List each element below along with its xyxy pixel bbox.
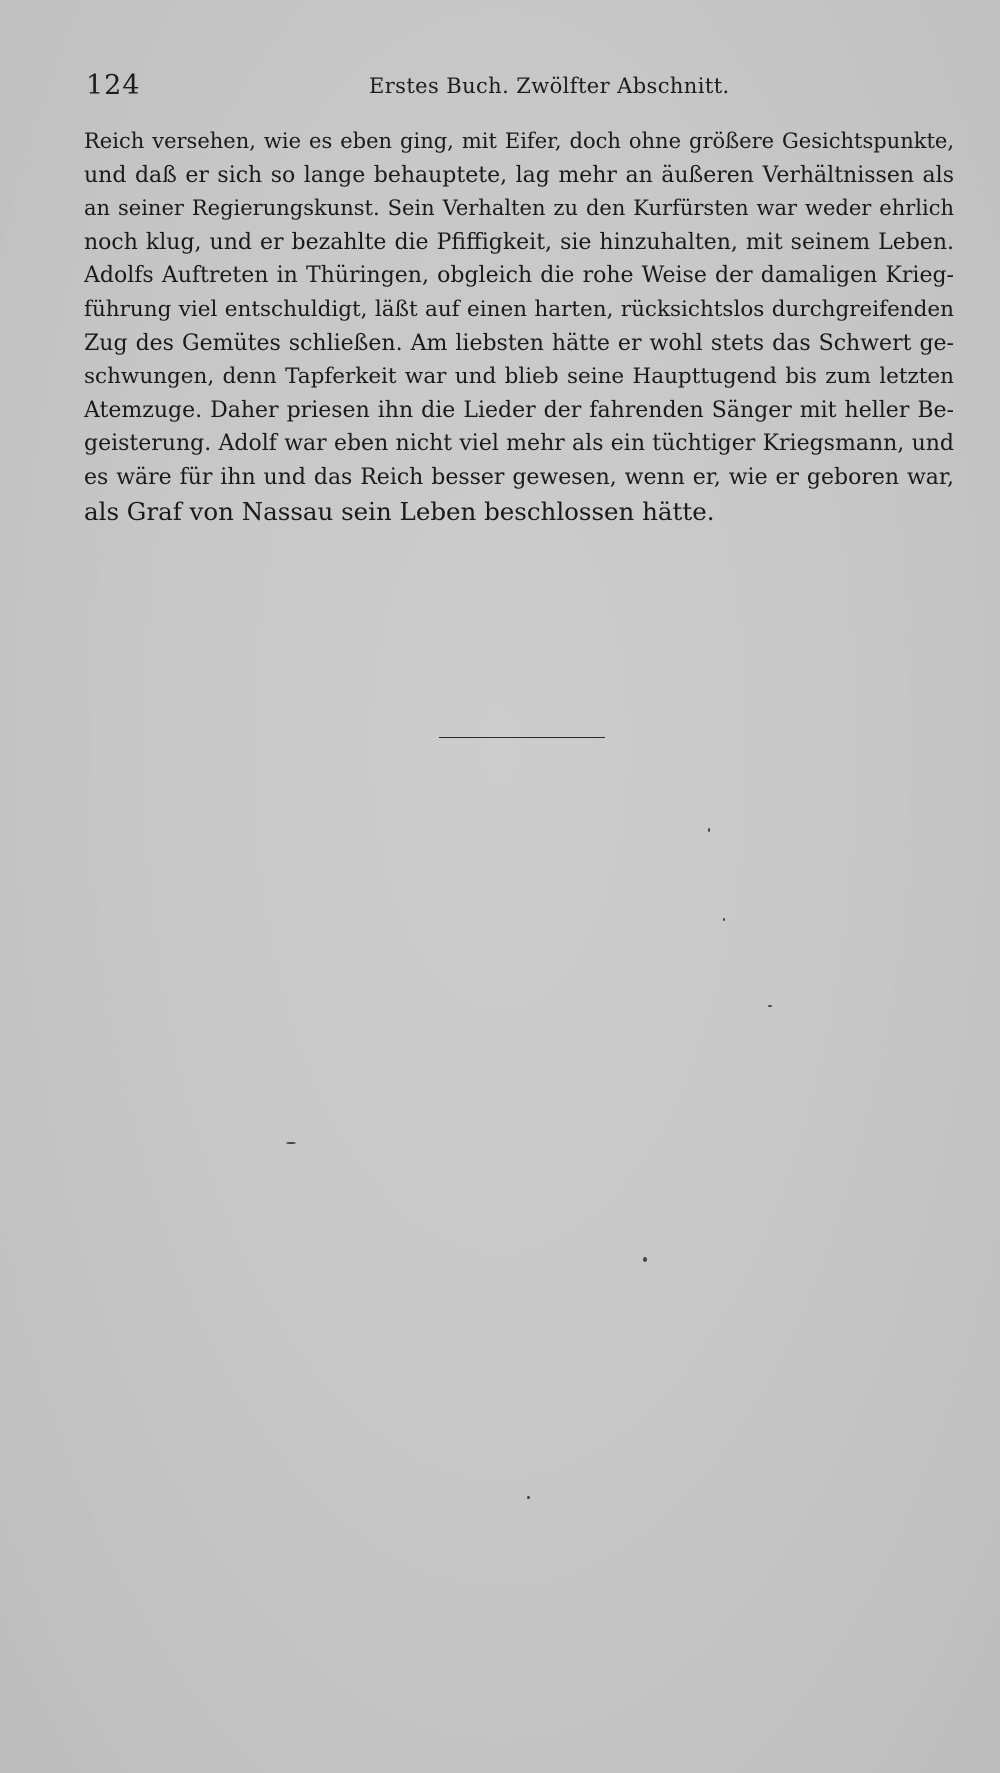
text-line: Reich versehen, wie es eben ging, mit Eifer, doch ohne größere Gesichtspunkte, bbox=[84, 129, 954, 153]
running-title: Erstes Buch. Zwölfter Abschnitt. bbox=[369, 74, 730, 98]
text-line: noch klug, und er bezahlte die Pfiffigkeit, sie hinzuhalten, mit seinem Leben. bbox=[84, 229, 954, 255]
print-speck bbox=[708, 828, 710, 832]
text-line: Atemzuge. Daher priesen ihn die Lieder der fahrenden Sänger mit heller Be- bbox=[84, 397, 954, 423]
text-line: führung viel entschuldigt, läßt auf einen harten, rücksichtslos durchgreifenden bbox=[84, 296, 954, 322]
text-line: schwungen, denn Tapferkeit war und blieb seine Haupttugend bis zum letzten bbox=[84, 364, 954, 390]
page-number: 124 bbox=[86, 70, 141, 101]
body-paragraph bbox=[84, 125, 954, 528]
print-speck bbox=[643, 1257, 647, 1262]
print-speck bbox=[286, 1142, 296, 1144]
page-header bbox=[86, 70, 920, 110]
print-speck bbox=[527, 1496, 530, 1499]
print-speck bbox=[768, 1005, 772, 1007]
text-line: und daß er sich so lange behauptete, lag mehr an äußeren Verhältnissen als bbox=[84, 162, 954, 188]
text-line: es wäre für ihn und das Reich besser gewesen, wenn er, wie er geboren war, bbox=[84, 464, 954, 490]
text-line: Adolfs Auftreten in Thüringen, obgleich die rohe Weise der damaligen Krieg- bbox=[84, 263, 954, 289]
text-line: an seiner Regierungskunst. Sein Verhalten zu den Kurfürsten war weder ehrlich bbox=[84, 196, 954, 221]
section-divider bbox=[439, 737, 605, 738]
text-line: geisterung. Adolf war eben nicht viel mehr als ein tüchtiger Kriegsmann, und bbox=[84, 431, 954, 457]
text-line: als Graf von Nassau sein Leben beschlossen hätte. bbox=[84, 496, 715, 526]
print-speck bbox=[723, 918, 725, 921]
text-line: Zug des Gemütes schließen. Am liebsten hätte er wohl stets das Schwert ge- bbox=[84, 330, 954, 356]
